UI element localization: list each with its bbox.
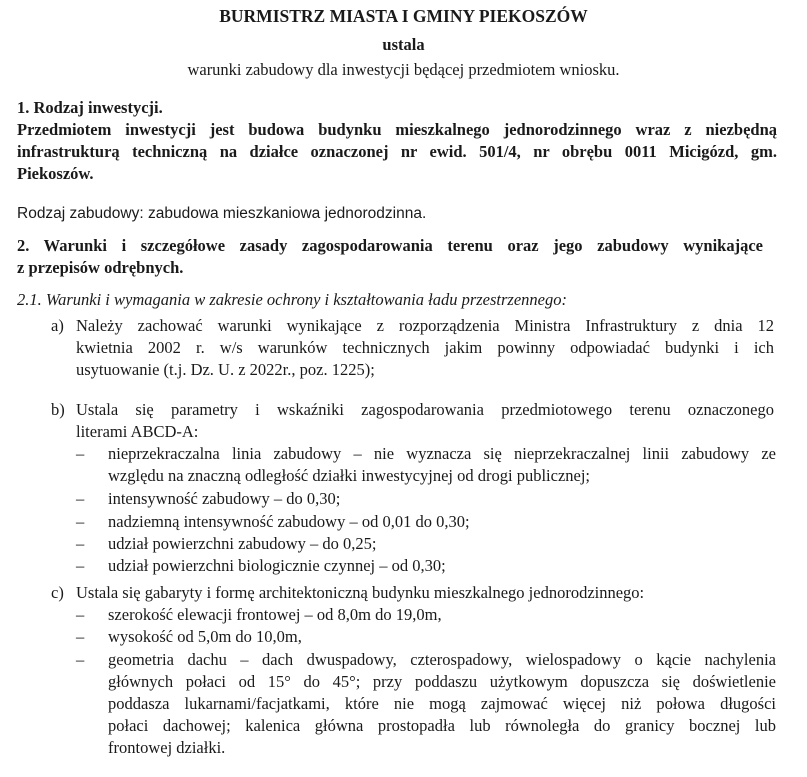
bullet-dash: – (76, 650, 85, 669)
bullet-text: głównych połaci od 15° do 45°; przy poddaszu użytkowym dopuszcza się doświetlenie (108, 672, 776, 691)
section-1-body-line: infrastrukturą techniczną na działce oznaczonej nr ewid. 501/4, nr obrębu 0011 Micigózd, gm. (17, 142, 777, 161)
bullet-text: poddasza lukarnami/facjatkami, które nie mogą zajmować więcej niż połowa długości (108, 694, 776, 713)
item-c-marker: c) (51, 583, 64, 602)
document-subtitle: warunki zabudowy dla inwestycji będącej przedmiotem wniosku. (187, 60, 620, 79)
rodzaj-zabudowy: Rodzaj zabudowy: zabudowa mieszkaniowa jednorodzinna. (17, 205, 427, 222)
item-b-line: literami ABCD-A: (76, 422, 199, 441)
section-1-body-line: Piekoszów. (17, 164, 94, 183)
bullet-text: frontowej działki. (108, 738, 226, 757)
subsection-2-1-heading: 2.1. Warunki i wymagania w zakresie ochrony i kształtowania ładu przestrzennego: (17, 290, 567, 309)
bullet-text: geometria dachu – dach dwuspadowy, czterospadowy, wielospadowy o kącie nachylenia (108, 650, 776, 669)
section-2-heading: z przepisów odrębnych. (17, 258, 184, 277)
section-1-body-line: Przedmiotem inwestycji jest budowa budynku mieszkalnego jednorodzinnego wraz z niezbędną (17, 120, 777, 139)
bullet-dash: – (76, 605, 85, 624)
document-title: BURMISTRZ MIASTA I GMINY PIEKOSZÓW (219, 6, 588, 26)
bullet-text: połaci dachowej; kalenica główna prostopadła lub równoległa do granicy bocznej lub (108, 716, 776, 735)
bullet-text: intensywność zabudowy – do 0,30; (108, 489, 341, 508)
bullet-text: względu na znaczną odległość działki inwestycyjnej od drogi publicznej; (108, 466, 591, 485)
bullet-dash: – (76, 512, 85, 531)
section-1-heading: 1. Rodzaj inwestycji. (17, 98, 163, 117)
bullet-dash: – (76, 489, 85, 508)
item-b-line: Ustala się parametry i wskaźniki zagospodarowania przedmiotowego terenu oznaczonego (76, 400, 774, 419)
item-a-marker: a) (51, 316, 64, 335)
item-a-line: Należy zachować warunki wynikające z rozporządzenia Ministra Infrastruktury z dnia 12 (76, 316, 774, 335)
ustala-heading: ustala (382, 35, 425, 54)
item-a-line: usytuowanie (t.j. Dz. U. z 2022r., poz. 1225); (76, 360, 375, 379)
bullet-dash: – (76, 444, 85, 463)
bullet-text: udział powierzchni zabudowy – do 0,25; (108, 534, 377, 553)
bullet-text: wysokość od 5,0m do 10,0m, (108, 627, 302, 646)
bullet-dash: – (76, 627, 85, 646)
item-c-line: Ustala się gabaryty i formę architektoniczną budynku mieszkalnego jednorodzinnego: (76, 583, 645, 602)
item-b-marker: b) (51, 400, 65, 419)
bullet-dash: – (76, 534, 85, 553)
bullet-text: szerokość elewacji frontowej – od 8,0m do 19,0m, (108, 605, 442, 624)
section-2-heading: 2. Warunki i szczegółowe zasady zagospodarowania terenu oraz jego zabudowy wynikające (17, 236, 763, 255)
bullet-text: nieprzekraczalna linia zabudowy – nie wyznacza się nieprzekraczalnej linii zabudowy ze (108, 444, 776, 463)
item-a-line: kwietnia 2002 r. w/s warunków technicznych jakim powinny odpowiadać budynki i ich (76, 338, 774, 357)
bullet-text: udział powierzchni biologicznie czynnej – od 0,30; (108, 556, 446, 575)
bullet-dash: – (76, 556, 85, 575)
bullet-text: nadziemną intensywność zabudowy – od 0,01 do 0,30; (108, 512, 470, 531)
